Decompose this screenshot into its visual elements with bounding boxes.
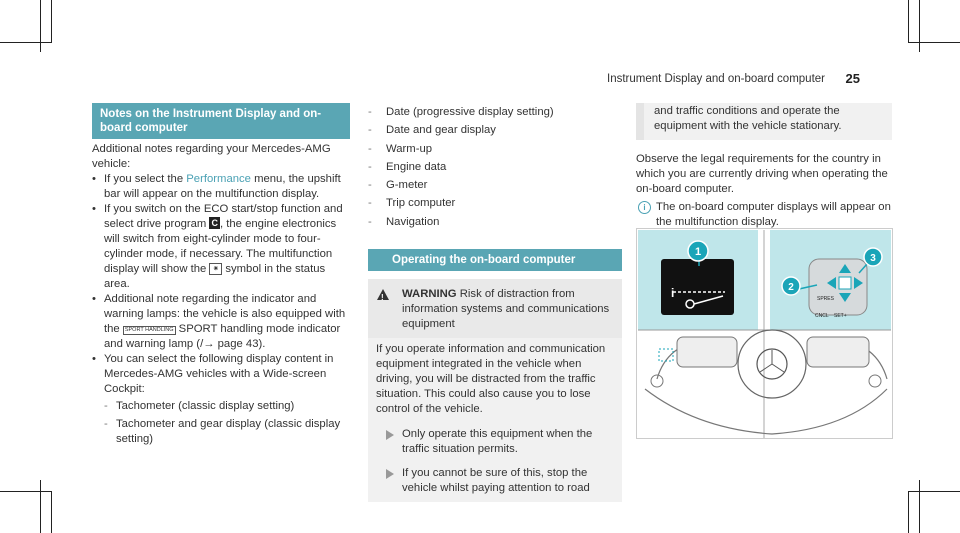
svg-text:i: i — [671, 286, 675, 300]
warning-step: Only operate this equipment when the traffic situation permits. — [376, 427, 614, 457]
page-number: 25 — [845, 71, 860, 86]
running-title: Instrument Display and on-board computer — [607, 73, 825, 85]
warning-step: If you cannot be sure of this, stop the vehicle whilst paying attention to road — [376, 466, 614, 496]
arrow-icon — [386, 430, 394, 440]
legal-paragraph: Observe the legal requirements for the country in which you are currently driving when operating the on-board computer. — [636, 153, 888, 195]
svg-text:CNCL: CNCL — [815, 313, 829, 319]
steering-wheel-illustration — [637, 229, 892, 438]
svg-text:3: 3 — [870, 253, 876, 264]
crop-mark — [908, 42, 960, 43]
list-item: • If you switch on the ECO start/stop function and select drive program C , the engine electronics will switch from eight-cylinder mode to four-cylinder mode, if necessary. The multifunction display will show the ⁕ symbol in the status area. — [92, 202, 350, 292]
warning-label: WARNING — [402, 288, 457, 301]
warning-body: If you operate information and communication equipment integrated in the vehicle when driving, you will be distracted from the traffic situation. This could also cause you to lose control of the vehicle. Only operate this equipment when the traffic situation permits. If you cannot be sure of this, stop the vehicle whilst paying attention to road — [368, 338, 622, 502]
crop-mark — [908, 0, 909, 42]
crop-mark — [51, 491, 52, 533]
crop-mark — [51, 0, 52, 42]
notes-list — [92, 172, 350, 447]
drive-program-c-icon: C — [211, 218, 218, 228]
display-options-list — [368, 103, 622, 231]
cylinder-mode-icon: ⁕ — [209, 263, 222, 275]
intro-text: Additional notes regarding your Mercedes-AMG vehicle: — [92, 143, 331, 170]
crop-mark — [919, 0, 920, 52]
crop-mark — [0, 42, 52, 43]
info-note: i The on-board computer displays will appear on the multifunction display. — [636, 200, 892, 230]
crop-mark — [40, 0, 41, 52]
list-item: • Additional note regarding the indicator and warning lamps: the vehicle is also equipped with the SPORT HANDLING SPORT handling mode indicator and warning lamp (/→ page 43). — [92, 292, 350, 352]
info-icon: i — [638, 201, 651, 214]
section-title: Notes on the Instrument Display and on-board computer — [92, 103, 350, 139]
warning-header — [368, 279, 622, 338]
list-item: - Warm-up — [368, 140, 622, 158]
svg-text:2: 2 — [788, 282, 794, 293]
right-column — [636, 103, 892, 230]
crop-mark — [40, 480, 41, 533]
warning-continuation: and traffic conditions and operate the equipment with the vehicle stationary. — [636, 103, 892, 140]
crop-mark — [0, 491, 52, 492]
warning-triangle-icon — [377, 289, 389, 300]
list-item: - Tachometer and gear display (classic display setting) — [104, 417, 350, 447]
list-item: - Trip computer — [368, 194, 622, 212]
crop-mark — [919, 480, 920, 533]
crop-mark — [908, 491, 960, 492]
svg-text:SET+: SET+ — [834, 313, 847, 319]
warning-text: Risk of distraction from information systems and communications equipment — [402, 288, 610, 331]
svg-text:SPRES: SPRES — [817, 296, 834, 302]
list-item: - Date (progressive display setting) — [368, 103, 622, 121]
list-item: - Date and gear display — [368, 121, 622, 139]
list-item: - G-meter — [368, 176, 622, 194]
crop-mark — [908, 491, 909, 533]
sport-handling-icon: SPORT HANDLING — [124, 327, 174, 333]
list-item: • You can select the following display content in Mercedes-AMG vehicles with a Wide-screen Cockpit: - Tachometer (classic display setting) - Tachometer and gear display (classic display setting) — [92, 352, 350, 447]
left-column — [92, 103, 350, 447]
steering-wheel-figure — [636, 228, 893, 439]
middle-column — [368, 103, 622, 502]
list-item: - Tachometer (classic display setting) — [104, 399, 350, 414]
warning-box — [368, 279, 622, 502]
arrow-icon — [386, 469, 394, 479]
display-options-list — [104, 399, 350, 447]
list-item: - Navigation — [368, 213, 622, 231]
list-item: • If you select the Performance menu, the upshift bar will appear on the multifunction display. — [92, 172, 350, 202]
svg-text:1: 1 — [694, 246, 702, 258]
list-item: - Engine data — [368, 158, 622, 176]
performance-link[interactable]: Performance — [186, 173, 251, 185]
section-title: Operating the on-board computer — [368, 249, 622, 271]
